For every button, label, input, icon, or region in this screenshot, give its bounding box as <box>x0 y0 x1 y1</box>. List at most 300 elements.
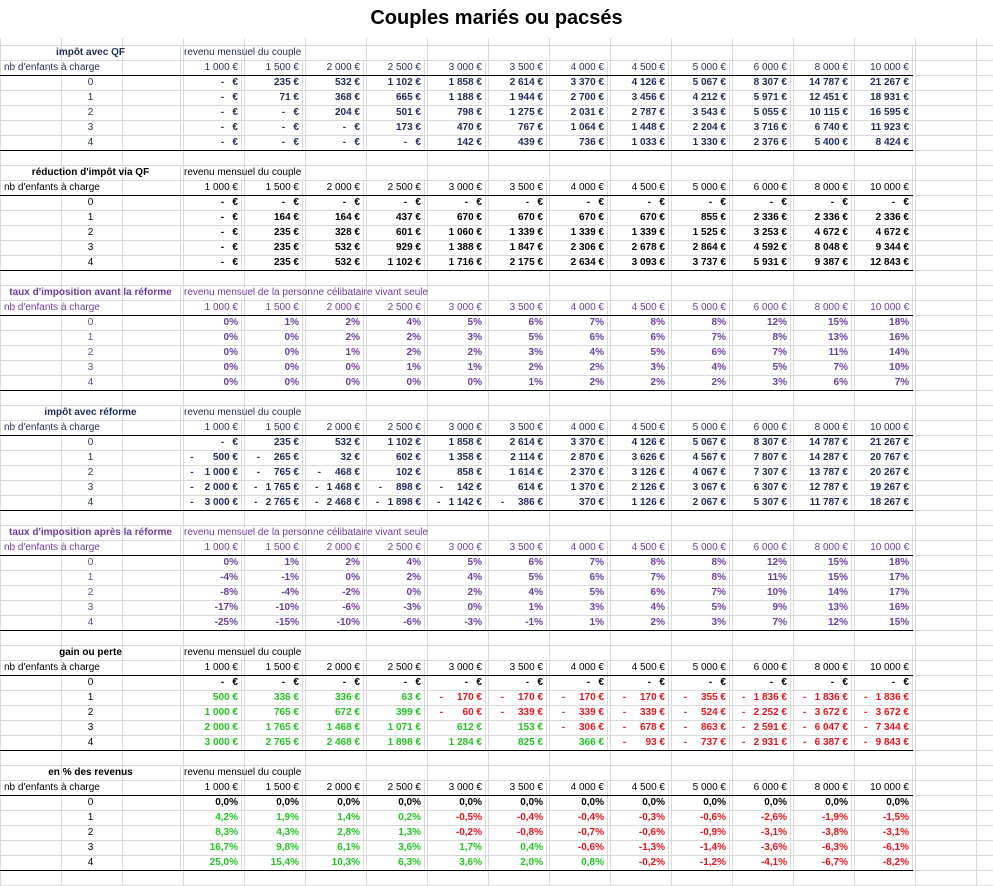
table-cell: 0% <box>425 601 486 616</box>
table-cell: - € <box>364 196 425 211</box>
table-cell: - 170 € <box>608 691 669 706</box>
table-cell: 15% <box>791 556 852 571</box>
table-cell: 3,6% <box>425 856 486 871</box>
table-cell: - € <box>791 196 852 211</box>
table-cell: 0,0% <box>669 796 730 811</box>
table-cell: 736 € <box>547 136 608 151</box>
table-row <box>1 241 913 256</box>
column-header: 4 500 € <box>608 61 669 76</box>
table-cell: 0% <box>242 361 303 376</box>
column-header: 10 000 € <box>852 541 913 556</box>
table-cell: - 3 672 € <box>852 706 913 721</box>
table-cell: 9 344 € <box>852 241 913 256</box>
table-cell: 17% <box>852 571 913 586</box>
table-cell: 2% <box>303 556 364 571</box>
table-row <box>1 346 913 361</box>
table-cell: 6% <box>608 331 669 346</box>
table-cell: 532 € <box>303 241 364 256</box>
table-cell: - 765 € <box>242 466 303 481</box>
row-key: 0 <box>1 316 181 331</box>
table-cell: -6,1% <box>852 841 913 856</box>
column-header: 2 000 € <box>303 301 364 316</box>
column-header: 10 000 € <box>852 661 913 676</box>
table-cell: 13 787 € <box>791 466 852 481</box>
table-cell: 4,3% <box>242 826 303 841</box>
table-cell: - 9 843 € <box>852 736 913 751</box>
table-cell: -17% <box>181 601 242 616</box>
table-cell: 8 307 € <box>730 76 791 91</box>
table-cell: -4% <box>242 586 303 601</box>
table-cell: 370 € <box>547 496 608 511</box>
row-key: 3 <box>1 601 181 616</box>
table-cell: 10% <box>730 586 791 601</box>
table-cell: 18% <box>852 556 913 571</box>
table-cell: -2,6% <box>730 811 791 826</box>
table-cell: 2 336 € <box>852 211 913 226</box>
table-row <box>1 256 913 271</box>
table-cell: -4,1% <box>730 856 791 871</box>
table-cell: - € <box>181 436 242 451</box>
table-cell: 2 864 € <box>669 241 730 256</box>
table-cell: 7% <box>547 556 608 571</box>
table-cell: 2 870 € <box>547 451 608 466</box>
table-cell: 437 € <box>364 211 425 226</box>
table-cell: -3,1% <box>730 826 791 841</box>
table-cell: -1,4% <box>669 841 730 856</box>
table-cell: 0,0% <box>242 796 303 811</box>
block-subtitle: revenu mensuel du couple <box>181 766 913 781</box>
column-header: 2 500 € <box>364 541 425 556</box>
block-title: impôt avec réforme <box>1 406 181 421</box>
table-cell: 1 448 € <box>608 121 669 136</box>
table-cell: 601 € <box>364 226 425 241</box>
table-cell: 153 € <box>486 721 547 736</box>
table-row <box>1 826 913 841</box>
table-cell: 2% <box>364 346 425 361</box>
table-cell: - € <box>181 241 242 256</box>
table-cell: 1,4% <box>303 811 364 826</box>
column-header: 4 000 € <box>547 181 608 196</box>
table-cell: 0,0% <box>608 796 669 811</box>
table-cell: - € <box>730 196 791 211</box>
table-cell: 8% <box>669 556 730 571</box>
table-cell: 1% <box>486 376 547 391</box>
column-header: 10 000 € <box>852 61 913 76</box>
table-cell: 3% <box>425 331 486 346</box>
table-cell: 12 787 € <box>791 481 852 496</box>
table-cell: - 3 000 € <box>181 496 242 511</box>
column-header: 4 500 € <box>608 301 669 316</box>
table-cell: 5% <box>425 316 486 331</box>
table-row <box>1 691 913 706</box>
table-cell: - € <box>791 676 852 691</box>
table-cell: 765 € <box>242 706 303 721</box>
table-cell: -1% <box>242 571 303 586</box>
table-cell: 1 064 € <box>547 121 608 136</box>
row-key: 3 <box>1 361 181 376</box>
table-cell: 8 048 € <box>791 241 852 256</box>
table-cell: - 170 € <box>486 691 547 706</box>
table-cell: - € <box>852 196 913 211</box>
table-row <box>1 136 913 151</box>
table-cell: -3,1% <box>852 826 913 841</box>
table-cell: 5% <box>486 571 547 586</box>
table-row <box>1 466 913 481</box>
table-cell: 2 678 € <box>608 241 669 256</box>
column-header: 8 000 € <box>791 421 852 436</box>
table-cell: - 170 € <box>425 691 486 706</box>
row-key: 2 <box>1 586 181 601</box>
table-cell: 1 858 € <box>425 76 486 91</box>
row-header-label: nb d'enfants à charge <box>1 421 181 436</box>
table-cell: 0,0% <box>852 796 913 811</box>
table-cell: 12% <box>730 556 791 571</box>
table-cell: -2% <box>303 586 364 601</box>
table-cell: 4% <box>364 316 425 331</box>
table-cell: 0,2% <box>364 811 425 826</box>
table-cell: 3 370 € <box>547 76 608 91</box>
table-cell: 0% <box>303 571 364 586</box>
column-header: 1 500 € <box>242 541 303 556</box>
table-cell: 6% <box>547 571 608 586</box>
table-cell: 5% <box>608 346 669 361</box>
table-cell: -6,3% <box>791 841 852 856</box>
column-header: 2 500 € <box>364 61 425 76</box>
table-cell: 500 € <box>181 691 242 706</box>
table-cell: 8% <box>669 316 730 331</box>
row-key: 2 <box>1 346 181 361</box>
table-cell: -3,8% <box>791 826 852 841</box>
table-cell: - 898 € <box>364 481 425 496</box>
table-cell: 164 € <box>303 211 364 226</box>
table-cell: 2% <box>364 571 425 586</box>
column-header: 3 500 € <box>486 661 547 676</box>
table-row <box>1 556 913 571</box>
table-cell: 2% <box>303 331 364 346</box>
table-cell: 5% <box>486 331 547 346</box>
table-cell: 15% <box>791 316 852 331</box>
table-row <box>1 316 913 331</box>
column-header: 1 000 € <box>181 541 242 556</box>
row-key: 4 <box>1 736 181 751</box>
table-cell: - 7 344 € <box>852 721 913 736</box>
table-cell: 0,0% <box>303 796 364 811</box>
table-cell: 12 451 € <box>791 91 852 106</box>
column-header: 8 000 € <box>791 541 852 556</box>
table-cell: 16,7% <box>181 841 242 856</box>
table-cell: 4% <box>608 601 669 616</box>
table-cell: 0,8% <box>547 856 608 871</box>
table-cell: - 265 € <box>242 451 303 466</box>
table-cell: 0,0% <box>425 796 486 811</box>
table-row <box>1 571 913 586</box>
row-header-label: nb d'enfants à charge <box>1 181 181 196</box>
column-header: 1 000 € <box>181 301 242 316</box>
table-cell: - 524 € <box>669 706 730 721</box>
table-cell: 19 267 € <box>852 481 913 496</box>
table-cell: 670 € <box>425 211 486 226</box>
table-cell: -15% <box>242 616 303 631</box>
table-row <box>1 436 913 451</box>
table-cell: 1 525 € <box>669 226 730 241</box>
table-cell: 2,0% <box>486 856 547 871</box>
table-cell: - € <box>608 196 669 211</box>
table-cell: -3% <box>425 616 486 631</box>
row-key: 2 <box>1 826 181 841</box>
table-cell: 1 275 € <box>486 106 547 121</box>
table-cell: 3% <box>486 346 547 361</box>
table-cell: -0,8% <box>486 826 547 841</box>
column-header: 1 500 € <box>242 661 303 676</box>
row-key: 0 <box>1 436 181 451</box>
row-key: 2 <box>1 466 181 481</box>
table-cell: 1 858 € <box>425 436 486 451</box>
table-cell: 7% <box>791 361 852 376</box>
table-cell: 2% <box>608 616 669 631</box>
column-header: 5 000 € <box>669 421 730 436</box>
table-cell: 2% <box>547 376 608 391</box>
table-row <box>1 76 913 91</box>
table-cell: - € <box>486 196 547 211</box>
table-cell: - € <box>181 76 242 91</box>
table-cell: 4% <box>425 571 486 586</box>
table-cell: -6,7% <box>791 856 852 871</box>
table-cell: - € <box>608 676 669 691</box>
column-header: 2 500 € <box>364 181 425 196</box>
table-cell: 328 € <box>303 226 364 241</box>
table-block <box>0 405 913 511</box>
table-cell: 1 284 € <box>425 736 486 751</box>
table-cell: 3 000 € <box>181 736 242 751</box>
table-row <box>1 121 913 136</box>
column-header: 8 000 € <box>791 301 852 316</box>
table-cell: 5 067 € <box>669 76 730 91</box>
row-key: 3 <box>1 241 181 256</box>
table-cell: 2 468 € <box>303 736 364 751</box>
row-key: 0 <box>1 76 181 91</box>
table-cell: 18 267 € <box>852 496 913 511</box>
column-header: 6 000 € <box>730 181 791 196</box>
table-cell: 3 253 € <box>730 226 791 241</box>
table-cell: -3,6% <box>730 841 791 856</box>
table-cell: 2% <box>364 331 425 346</box>
table-cell: -4% <box>181 571 242 586</box>
table-cell: - 2 931 € <box>730 736 791 751</box>
table-cell: - 6 387 € <box>791 736 852 751</box>
column-header: 4 000 € <box>547 541 608 556</box>
column-header: 3 500 € <box>486 541 547 556</box>
table-cell: 825 € <box>486 736 547 751</box>
column-header: 4 000 € <box>547 661 608 676</box>
table-cell: 11% <box>730 571 791 586</box>
table-cell: 235 € <box>242 76 303 91</box>
table-cell: - € <box>852 676 913 691</box>
block-title: gain ou perte <box>1 646 181 661</box>
block-title: taux d'imposition avant la réforme <box>1 286 181 301</box>
table-cell: 235 € <box>242 241 303 256</box>
table-cell: 1 102 € <box>364 76 425 91</box>
table-cell: 3 456 € <box>608 91 669 106</box>
table-cell: 1 370 € <box>547 481 608 496</box>
table-cell: 0,0% <box>730 796 791 811</box>
table-cell: 1 716 € <box>425 256 486 271</box>
table-cell: -0,2% <box>425 826 486 841</box>
table-cell: -0,4% <box>486 811 547 826</box>
table-cell: 670 € <box>547 211 608 226</box>
column-header: 2 500 € <box>364 301 425 316</box>
table-block <box>0 165 913 271</box>
table-cell: - € <box>181 226 242 241</box>
table-cell: 3 370 € <box>547 436 608 451</box>
table-cell: - 1 142 € <box>425 496 486 511</box>
table-cell: - € <box>303 676 364 691</box>
table-cell: 366 € <box>547 736 608 751</box>
table-cell: - € <box>242 676 303 691</box>
sheet-title: Couples mariés ou pacsés <box>0 0 993 38</box>
table-cell: 12% <box>791 616 852 631</box>
column-header: 1 500 € <box>242 181 303 196</box>
table-cell: -1% <box>486 616 547 631</box>
column-header: 4 000 € <box>547 421 608 436</box>
table-cell: 4% <box>669 361 730 376</box>
table-cell: 20 267 € <box>852 466 913 481</box>
table-cell: -1,2% <box>669 856 730 871</box>
block-subtitle: revenu mensuel du couple <box>181 646 913 661</box>
table-cell: 439 € <box>486 136 547 151</box>
column-header: 5 000 € <box>669 61 730 76</box>
row-key: 0 <box>1 676 181 691</box>
column-header: 4 000 € <box>547 301 608 316</box>
table-cell: - 1 765 € <box>242 481 303 496</box>
table-cell: 0% <box>181 346 242 361</box>
table-cell: 235 € <box>242 436 303 451</box>
table-cell: 21 267 € <box>852 436 913 451</box>
column-header: 4 500 € <box>608 661 669 676</box>
column-header: 3 000 € <box>425 541 486 556</box>
block-subtitle: revenu mensuel du couple <box>181 166 913 181</box>
table-row <box>1 601 913 616</box>
column-header: 8 000 € <box>791 661 852 676</box>
table-cell: 18 931 € <box>852 91 913 106</box>
table-cell: -8% <box>181 586 242 601</box>
table-cell: - € <box>364 136 425 151</box>
table-cell: 0,0% <box>486 796 547 811</box>
table-cell: 4% <box>547 346 608 361</box>
column-header: 3 500 € <box>486 781 547 796</box>
column-header: 2 000 € <box>303 61 364 76</box>
table-cell: 2 000 € <box>181 721 242 736</box>
table-cell: 0% <box>303 376 364 391</box>
table-cell: - € <box>547 196 608 211</box>
table-cell: 2 336 € <box>791 211 852 226</box>
table-cell: 14% <box>791 586 852 601</box>
table-cell: - € <box>181 91 242 106</box>
table-cell: 1 000 € <box>181 706 242 721</box>
table-cell: 11% <box>791 346 852 361</box>
table-cell: 3 737 € <box>669 256 730 271</box>
table-cell: - 1 836 € <box>730 691 791 706</box>
table-cell: - € <box>242 136 303 151</box>
table-cell: 14 787 € <box>791 76 852 91</box>
table-cell: - 1 836 € <box>852 691 913 706</box>
table-row <box>1 856 913 871</box>
table-cell: -1,9% <box>791 811 852 826</box>
table-cell: 0% <box>425 376 486 391</box>
table-cell: 25,0% <box>181 856 242 871</box>
table-row <box>1 376 913 391</box>
block-title: en % des revenus <box>1 766 181 781</box>
table-cell: 8% <box>730 331 791 346</box>
row-header-label: nb d'enfants à charge <box>1 541 181 556</box>
table-cell: 2% <box>547 361 608 376</box>
column-header: 3 000 € <box>425 181 486 196</box>
table-cell: 13% <box>791 601 852 616</box>
table-cell: - € <box>242 196 303 211</box>
column-header: 2 000 € <box>303 541 364 556</box>
column-header: 2 500 € <box>364 421 425 436</box>
table-cell: 1% <box>486 601 547 616</box>
table-cell: 17% <box>852 586 913 601</box>
table-cell: 1,3% <box>364 826 425 841</box>
row-key: 3 <box>1 121 181 136</box>
table-block <box>0 645 913 751</box>
table-cell: 1 126 € <box>608 496 669 511</box>
table-cell: - 2 000 € <box>181 481 242 496</box>
table-cell: 1% <box>547 616 608 631</box>
column-header: 6 000 € <box>730 781 791 796</box>
table-cell: 2 175 € <box>486 256 547 271</box>
table-cell: 2 787 € <box>608 106 669 121</box>
table-cell: 2 031 € <box>547 106 608 121</box>
table-cell: 12 843 € <box>852 256 913 271</box>
table-cell: - € <box>181 256 242 271</box>
table-cell: 16 595 € <box>852 106 913 121</box>
table-row <box>1 496 913 511</box>
column-header: 10 000 € <box>852 781 913 796</box>
table-cell: - € <box>669 676 730 691</box>
table-cell: 0% <box>242 331 303 346</box>
table-cell: 532 € <box>303 76 364 91</box>
table-cell: 1 388 € <box>425 241 486 256</box>
table-cell: 1 060 € <box>425 226 486 241</box>
table-cell: - € <box>364 676 425 691</box>
table-cell: 11 923 € <box>852 121 913 136</box>
row-key: 4 <box>1 496 181 511</box>
table-cell: 15,4% <box>242 856 303 871</box>
table-cell: 3 126 € <box>608 466 669 481</box>
table-cell: 5% <box>730 361 791 376</box>
table-cell: 2 370 € <box>547 466 608 481</box>
table-cell: 1 188 € <box>425 91 486 106</box>
table-cell: 0% <box>181 316 242 331</box>
table-cell: -0,6% <box>608 826 669 841</box>
row-key: 1 <box>1 451 181 466</box>
table-cell: 8 424 € <box>852 136 913 151</box>
table-cell: 7% <box>852 376 913 391</box>
table-row <box>1 481 913 496</box>
table-cell: - 2 765 € <box>242 496 303 511</box>
table-row <box>1 706 913 721</box>
table-cell: - 6 047 € <box>791 721 852 736</box>
table-cell: 0% <box>181 556 242 571</box>
table-cell: - 1 836 € <box>791 691 852 706</box>
table-cell: 14 287 € <box>791 451 852 466</box>
table-cell: - 3 672 € <box>791 706 852 721</box>
table-cell: 0% <box>181 361 242 376</box>
table-cell: 1 102 € <box>364 436 425 451</box>
table-cell: 2 376 € <box>730 136 791 151</box>
table-cell: - € <box>669 196 730 211</box>
